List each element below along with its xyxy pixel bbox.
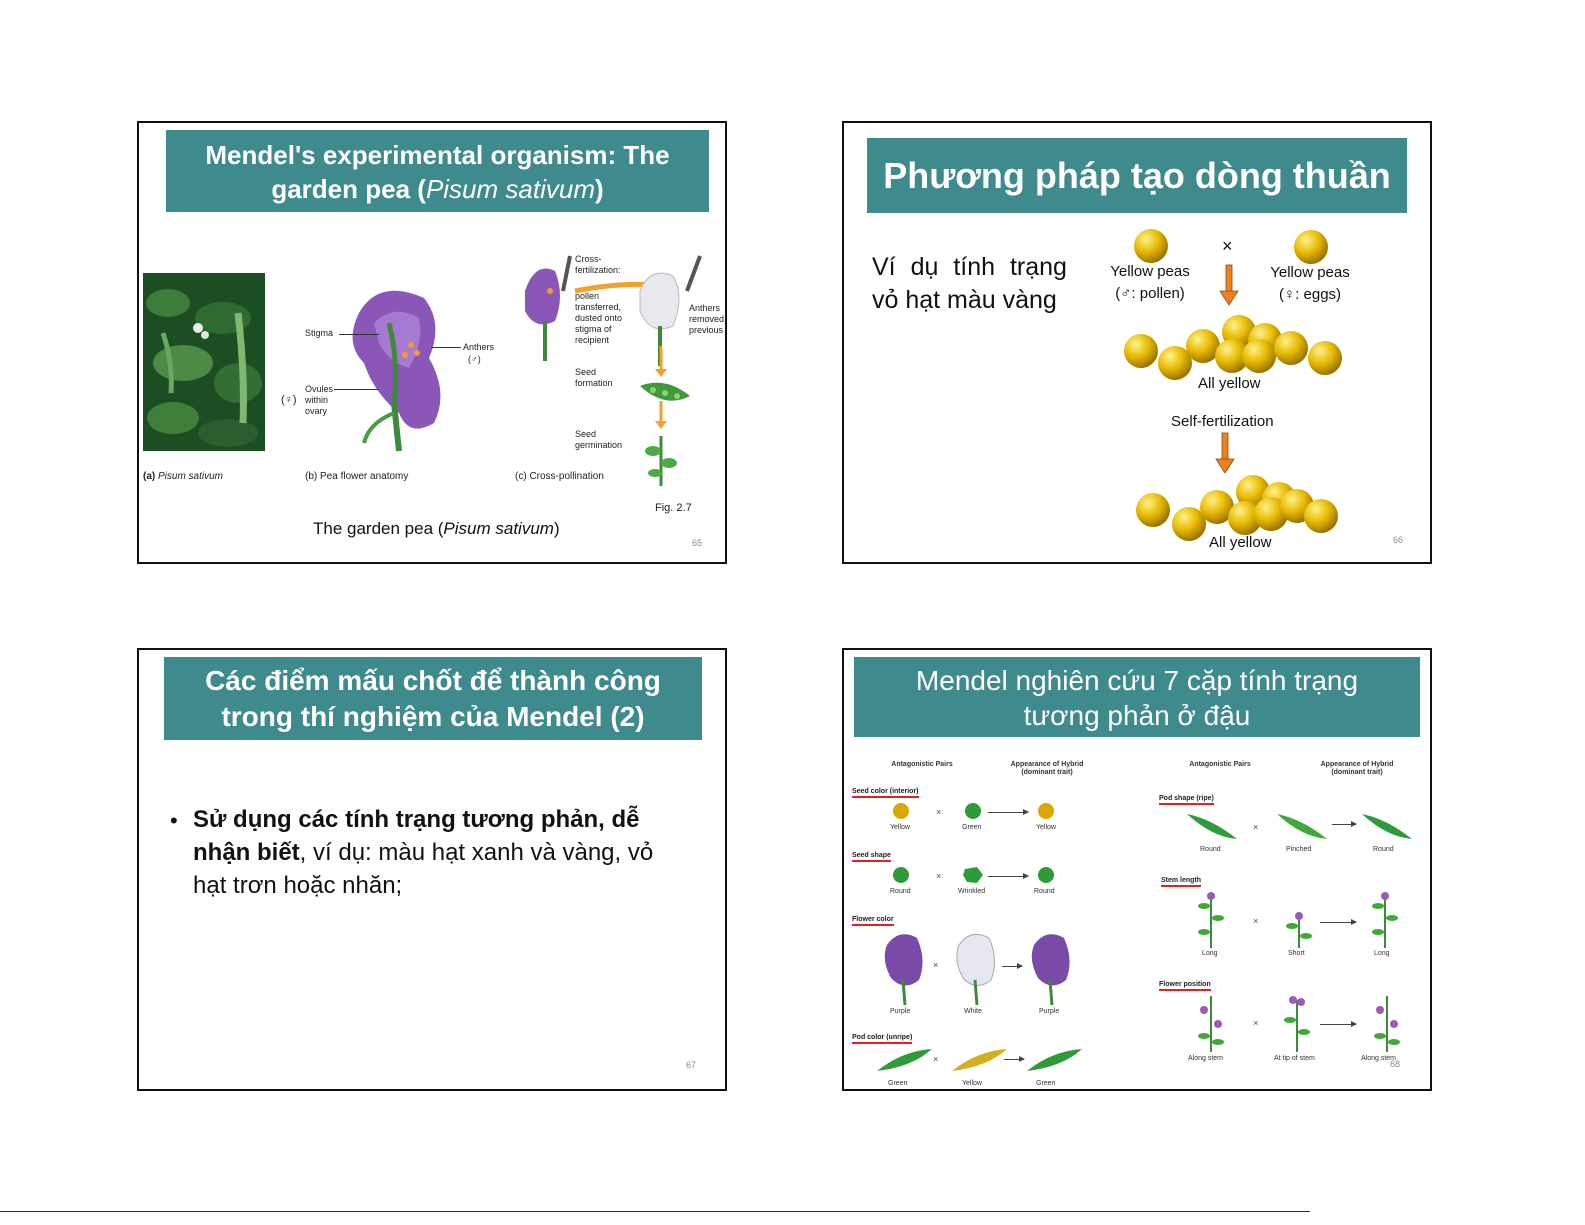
flower-color-icons: [879, 930, 1109, 1010]
label-anthers: Anthers: [463, 342, 495, 352]
label-cross-fertilization: Cross-fertilization:: [575, 254, 621, 275]
slide-3: [137, 648, 727, 1091]
all-yellow-label-2: All yellow: [1209, 534, 1272, 551]
trait-pod-color: Pod color (unripe): [852, 1034, 912, 1044]
label-ovules: Ovules within ovary: [305, 384, 334, 416]
flower-color-b: White: [964, 1008, 982, 1015]
slide-number: 65: [692, 538, 703, 548]
left-head-hybrid: Appearance of Hybrid (dominant trait): [1010, 761, 1084, 776]
seed-color-icons: [889, 801, 1089, 825]
stem-length-b: Short: [1288, 950, 1305, 957]
trait-flower-position: Flower position: [1159, 981, 1211, 991]
slide-1-title: [166, 130, 709, 212]
flower-position-icons: [1189, 996, 1429, 1054]
slide-2: [842, 121, 1432, 564]
ovules-leader-line: [334, 389, 379, 390]
trait-stem-length: Stem length: [1161, 877, 1201, 887]
parent1-line-2: (♂: pollen): [1115, 285, 1185, 302]
slide-1: [137, 121, 727, 564]
slide-2-title: Phương pháp tạo dòng thuần: [867, 138, 1407, 213]
pod-color-h: Green: [1036, 1080, 1056, 1087]
pod-color-a: Green: [888, 1080, 908, 1087]
cross-5: ×: [1253, 822, 1259, 832]
slide-1-title-end: ): [594, 174, 604, 204]
cross-7: ×: [1253, 1018, 1259, 1028]
slide-4-title-line-1: Mendel nghiên cứu 7 cặp tính trạng: [915, 665, 1359, 696]
pod-shape-a: Round: [1200, 846, 1221, 853]
parent2-line-2: (♀: eggs): [1278, 286, 1342, 303]
flower-position-a: Along stem: [1188, 1055, 1224, 1062]
example-line-2: vỏ hạt màu vàng: [872, 286, 1057, 314]
arrow-4: [1004, 1059, 1024, 1060]
seed-color-b: Green: [962, 824, 982, 831]
all-yellow-label-1: All yellow: [1198, 375, 1261, 392]
left-head-pairs: Antagonistic Pairs: [891, 761, 953, 768]
slide-4-title-line-2: tương phản ở đậu: [1023, 700, 1251, 731]
cross-4: ×: [933, 1054, 939, 1064]
slide-4: [842, 648, 1432, 1091]
bullet-rest: , ví dụ: màu hạt xanh và vàng, vỏ hạt trơn hoặc nhăn;: [193, 839, 654, 899]
bottom-caption-text: The garden pea (: [313, 519, 444, 538]
parent2-pea: [1294, 230, 1328, 264]
pod-shape-h: Round: [1373, 846, 1394, 853]
cross-symbol: ×: [1222, 236, 1233, 256]
flower-anatomy-diagram: [339, 283, 459, 453]
bottom-caption: [313, 519, 560, 539]
trait-seed-color: Seed color (interior): [852, 788, 919, 798]
fig-label: Fig. 2.7: [655, 502, 692, 514]
example-text: [872, 251, 1067, 317]
parent1-pea: [1134, 229, 1168, 263]
stem-length-a: Long: [1202, 950, 1218, 957]
bullet-bold: Sử dụng các tính trạng tương phản, dễ nhận biết: [193, 806, 640, 866]
slide-1-title-italic: Pisum sativum: [425, 174, 595, 204]
flower-position-b: At tip of stem: [1274, 1055, 1315, 1062]
f2-peas: [1136, 475, 1338, 541]
pod-color-icons: [872, 1047, 1112, 1077]
label-stigma: Stigma: [305, 328, 334, 338]
label-pollen-transferred: pollen transferred, dusted onto stigma of recipient: [575, 291, 623, 345]
slide-4-title: [854, 657, 1420, 737]
seed-shape-h: Round: [1034, 888, 1055, 895]
slide-1-title-text: Mendel's experimental organism: The garden pea (: [205, 140, 670, 204]
caption-a-prefix: (a): [143, 471, 158, 482]
slide-3-title-line-1: Các điểm mấu chốt để thành công: [205, 665, 661, 696]
right-head-hybrid: Appearance of Hybrid (dominant trait): [1320, 761, 1394, 776]
caption-a: [143, 471, 223, 482]
flower-color-h: Purple: [1039, 1008, 1060, 1015]
pea-plant-photo: [143, 273, 265, 451]
trait-seed-shape: Seed shape: [852, 852, 891, 862]
example-line-1: Ví dụ tính trạng: [872, 253, 1067, 281]
seed-shape-b: Wrinkled: [958, 888, 986, 895]
caption-c: (c) Cross-pollination: [515, 471, 604, 482]
bottom-caption-italic: Pisum sativum: [443, 519, 554, 538]
seed-shape-a: Round: [890, 888, 911, 895]
page-bottom-rule: [0, 1211, 1310, 1212]
arrow-1: [988, 812, 1028, 813]
f1-peas: [1124, 315, 1342, 380]
arrow-3: [1002, 966, 1022, 967]
slide-3-title: [164, 657, 702, 740]
slide-number: 68: [1390, 1059, 1401, 1069]
self-fertilization-label: Self-fertilization: [1171, 413, 1274, 430]
slide-3-title-line-2: trong thí nghiệm của Mendel (2): [221, 701, 645, 732]
flower-position-h: Along stem: [1361, 1055, 1397, 1062]
pod-color-b: Yellow: [962, 1080, 982, 1087]
pod-shape-icons: [1182, 809, 1432, 849]
slide-number: 67: [686, 1060, 697, 1070]
arrow-7: [1320, 1024, 1356, 1025]
cross-2: ×: [936, 871, 942, 881]
label-seed-formation: Seed formation: [575, 367, 613, 388]
bottom-caption-end: ): [553, 519, 560, 538]
stem-length-h: Long: [1374, 950, 1390, 957]
seed-color-a: Yellow: [890, 824, 910, 831]
label-anthers-male: (♂): [468, 354, 481, 364]
seed-color-h: Yellow: [1036, 824, 1056, 831]
trait-flower-color: Flower color: [852, 916, 894, 926]
caption-a-italic: Pisum sativum: [158, 471, 224, 482]
right-head-pairs: Antagonistic Pairs: [1189, 761, 1251, 768]
anthers-leader-line: [431, 347, 461, 348]
arrow-2: [988, 876, 1028, 877]
cross-3: ×: [933, 960, 939, 970]
pod-shape-b: Pinched: [1286, 846, 1312, 853]
seed-shape-icons: [889, 865, 1089, 889]
stigma-leader-line: [339, 334, 379, 335]
label-anthers-removed: Anthers removed previous: [689, 303, 725, 335]
label-seed-germination: Seed germination: [575, 429, 623, 450]
label-female: (♀): [281, 394, 297, 406]
trait-pod-shape: Pod shape (ripe): [1159, 795, 1214, 805]
arrow-5: [1332, 824, 1356, 825]
bullet-dot: •: [170, 808, 178, 833]
parent2-line-1: Yellow peas: [1270, 264, 1350, 281]
bullet-text: [193, 803, 693, 902]
flower-color-a: Purple: [890, 1008, 911, 1015]
arrow-6: [1320, 922, 1356, 923]
cross-1: ×: [936, 807, 942, 817]
parent1-line-1: Yellow peas: [1110, 263, 1190, 280]
slide-number: 66: [1393, 535, 1404, 545]
caption-b: (b) Pea flower anatomy: [305, 471, 409, 482]
stem-length-icons: [1189, 892, 1429, 950]
cross-6: ×: [1253, 916, 1259, 926]
